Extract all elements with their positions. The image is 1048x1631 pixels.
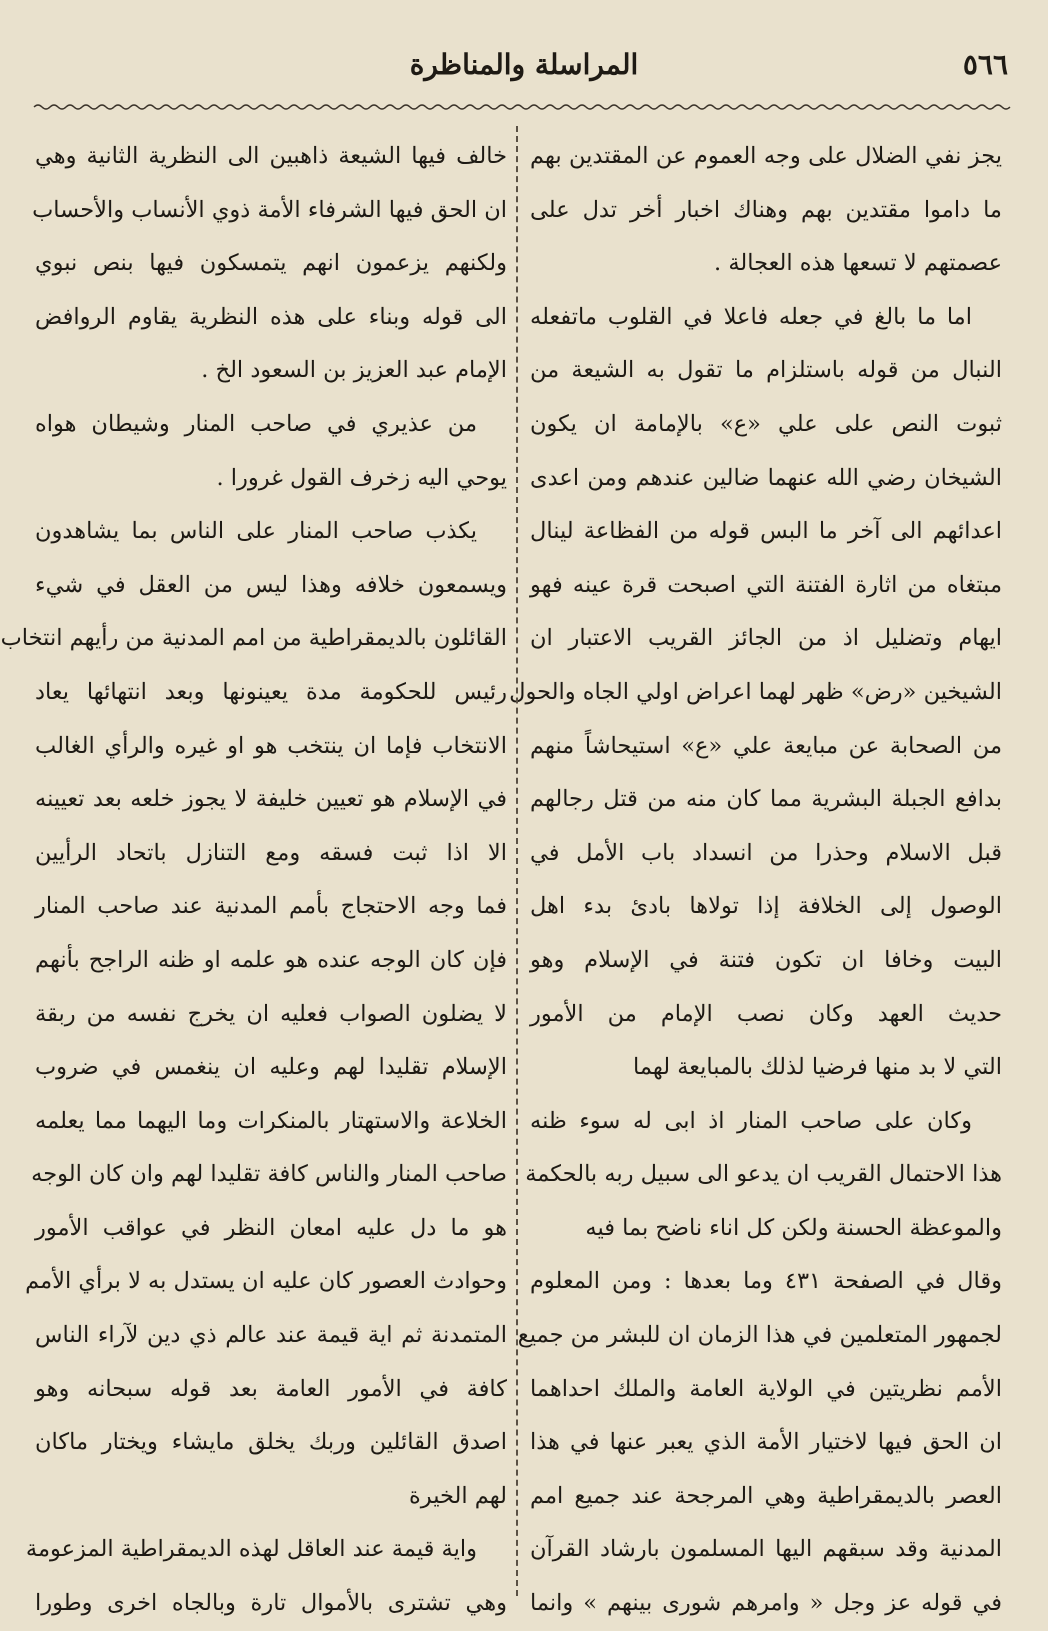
header-divider — [34, 103, 1014, 111]
right-column-line: ثبوت النص على علي «ع» بالإمامة ان يكون — [530, 410, 1002, 437]
left-column-line: من عذيري في صاحب المنار وشيطان هواه — [35, 410, 477, 437]
running-title: المراسلة والمناظرة — [409, 48, 639, 81]
right-column-line: البيت وخافا ان تكون فتنة في الإسلام وهو — [530, 946, 1002, 973]
left-column-line: الإمام عبد العزيز بن السعود الخ . — [201, 357, 507, 384]
right-column-line: وكان على صاحب المنار اذ ابى له سوء ظنه — [530, 1107, 972, 1134]
right-column-line: ان الحق فيها لاختيار الأمة الذي يعبر عنها في هذا — [530, 1429, 1002, 1456]
left-column-line: الخلاعة والاستهتار بالمنكرات وما اليهما مما يعلمه — [35, 1107, 507, 1134]
left-column-line: الانتخاب فإما ان ينتخب هو او غيره والرأي الغالب — [35, 732, 507, 759]
left-column-line: يكذب صاحب المنار على الناس بما يشاهدون — [35, 518, 477, 545]
left-column-line: الى قوله وبناء على هذه النظرية يقاوم الروافض — [35, 303, 507, 330]
right-column-line: التي لا بد منها فرضيا لذلك بالمبايعة لهما — [633, 1054, 1002, 1081]
left-column-line: الإسلام تقليدا لهم وعليه ان ينغمس في ضروب — [35, 1054, 507, 1081]
right-column-line: حديث العهد وكان نصب الإمام من الأمور — [530, 1000, 1002, 1027]
right-column-line: قبل الاسلام وحذرا من انسداد باب الأمل في — [530, 839, 1002, 866]
right-column-line: بدافع الجبلة البشرية مما كان منه من قتل رجالهم — [530, 786, 1002, 813]
right-column-line: هذا الاحتمال القريب ان يدعو الى سبيل ربه بالحكمة — [525, 1161, 1002, 1188]
page-number: ٥٦٦ — [962, 48, 1008, 81]
left-column-line: لا يضلون الصواب فعليه ان يخرج نفسه من ربقة — [35, 1000, 507, 1027]
left-column-line: المتمدنة ثم اية قيمة عند عالم ذي دين لآراء الناس — [35, 1322, 507, 1349]
right-column-line: الشيخان رضي الله عنهما ضالين عندهم ومن اعدى — [530, 464, 1002, 491]
left-column-line: فإن كان الوجه عنده هو علمه او ظنه الراجح بأنهم — [35, 946, 507, 973]
right-column-line: اعدائهم الى آخر ما البس قوله من الفظاعة لينال — [530, 518, 1002, 545]
right-column-line: عصمتهم لا تسعها هذه العجالة . — [714, 250, 1002, 277]
left-column-line: ان الحق فيها الشرفاء الأمة ذوي الأنساب والأحساب — [32, 196, 507, 223]
right-column-line: والموعظة الحسنة ولكن كل اناء ناضح بما فيه — [585, 1214, 1002, 1241]
left-column-line: صاحب المنار والناس كافة تقليدا لهم وان كان الوجه — [31, 1161, 507, 1188]
left-column-line: خالف فيها الشيعة ذاهبين الى النظرية الثانية وهي — [35, 143, 507, 169]
left-column-line: ولكنهم يزعمون انهم يتمسكون فيها بنص نبوي — [35, 250, 507, 277]
right-column-line: الوصول إلى الخلافة إذا تولاها بادئ بدء اهل — [530, 893, 1002, 920]
right-column — [509, 130, 1002, 1617]
left-column-line: هو ما دل عليه امعان النظر في عواقب الأمور — [35, 1214, 507, 1241]
right-column-line: الشيخين «رض» ظهر لهما اعراض اولي الجاه والحول — [509, 678, 1002, 705]
right-column-line: في قوله عز وجل « وامرهم شورى بينهم » وانما — [530, 1590, 1002, 1617]
left-column-line: اصدق القائلين وربك يخلق مايشاء ويختار ماكان — [35, 1429, 507, 1456]
left-column-line: وحوادث العصور كان عليه ان يستدل به لا برأي الأمم — [25, 1268, 507, 1295]
right-column-line: يجز نفي الضلال على وجه العموم عن المقتدين بهم — [530, 143, 1002, 169]
right-column-line: مبتغاه من اثارة الفتنة التي اصبحت قرة عينه فهو — [530, 571, 1002, 598]
left-column-line: وهي تشترى بالأموال تارة وبالجاه اخرى وطورا — [35, 1590, 507, 1617]
right-column-line: لجمهور المتعلمين في هذا الزمان ان للبشر من جميع — [517, 1322, 1002, 1349]
left-column-line: الا اذا ثبت فسقه ومع التنازل باتحاد الرأيين — [35, 839, 507, 866]
right-column-line: ايهام وتضليل اذ من الجائز القريب الاعتبار ان — [530, 625, 1002, 652]
left-column-line: ويسمعون خلافه وهذا ليس من العقل في شيء — [35, 571, 507, 598]
left-column-line: يوحي اليه زخرف القول غرورا . — [216, 464, 507, 491]
right-column-line: النبال من قوله باستلزام ما تقول به الشيعة من — [530, 357, 1002, 384]
right-column-line: المدنية وقد سبقهم اليها المسلمون بارشاد القرآن — [530, 1536, 1002, 1563]
left-column-line: رئيس للحكومة مدة يعينونها وبعد انتهائها يعاد — [35, 678, 507, 705]
left-column-line: كافة في الأمور العامة بعد قوله سبحانه وهو — [35, 1375, 507, 1402]
left-column-line: فما وجه الاحتجاج بأمم المدنية عند صاحب المنار — [35, 893, 507, 920]
left-column-line: في الإسلام هو تعيين خليفة لا يجوز خلعه بعد تعيينه — [35, 786, 507, 813]
header-divider-wave — [34, 105, 1010, 109]
right-column-line: اما ما بالغ في جعله فاعلا في القلوب ماتفعله — [530, 303, 972, 330]
right-column-line: العصر بالديمقراطية وهي المرجحة عند جميع امم — [530, 1482, 1002, 1509]
right-column-line: من الصحابة عن مبايعة علي «ع» استيحاشاً منهم — [530, 732, 1002, 759]
right-column-line: ما داموا مقتدين بهم وهناك اخبار أخر تدل على — [530, 196, 1002, 223]
left-column-line: القائلون بالديمقراطية من امم المدنية من رأيهم انتخاب — [0, 625, 507, 652]
column-separator — [516, 126, 518, 1596]
left-column-line: واية قيمة عند العاقل لهذه الديمقراطية المزعومة — [25, 1536, 477, 1563]
page-header — [0, 40, 1048, 100]
left-column — [0, 130, 507, 1617]
right-column-line: الأمم نظريتين في الولاية العامة والملك احداهما — [530, 1375, 1002, 1402]
right-column-line: وقال في الصفحة ٤٣١ وما بعدها : ومن المعلوم — [530, 1268, 1002, 1295]
left-column-line: لهم الخيرة — [409, 1482, 507, 1509]
